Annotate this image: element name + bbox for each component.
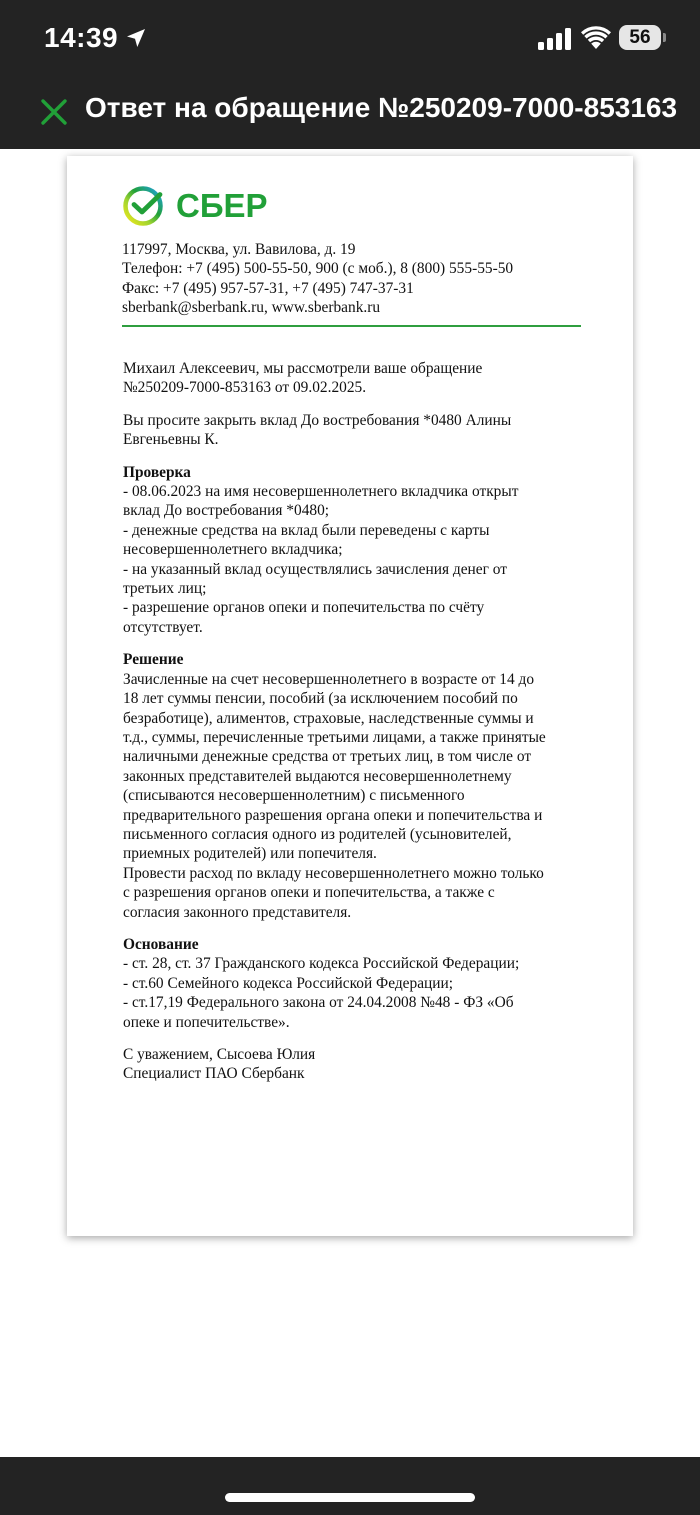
text-line: т.д., суммы, перечисленные третьими лицами, а также принятые <box>123 728 546 746</box>
request-paragraph <box>123 411 593 450</box>
bank-contacts <box>122 240 592 318</box>
contact-email-web: sberbank@sberbank.ru, www.sberbank.ru <box>122 299 381 317</box>
wifi-icon <box>581 25 611 49</box>
battery-icon <box>619 25 661 50</box>
section-heading: Основание <box>123 935 199 953</box>
text-line: приемных родителей) или попечителя. <box>123 845 377 863</box>
bottom-bar <box>0 1457 700 1515</box>
text-line: Зачисленные на счет несовершеннолетнего в возрасте от 14 до <box>123 670 535 688</box>
top-bar <box>0 0 700 149</box>
text-line: 18 лет суммы пенсии, пособий (за исключением пособий по <box>123 690 518 708</box>
text-line: Михаил Алексеевич, мы рассмотрели ваше обращение <box>123 360 483 377</box>
logo-text: СБЕР <box>176 187 268 224</box>
text-line: Евгеньевны К. <box>123 431 219 449</box>
contact-fax: Факс: +7 (495) 957-57-31, +7 (495) 747-37-31 <box>122 279 414 297</box>
text-line: - денежные средства на вклад были переведены с карты <box>123 521 490 539</box>
text-line: вклад До востребования *0480; <box>123 502 330 520</box>
battery-tip <box>663 33 666 42</box>
text-line: - на указанный вклад осуществлялись зачисления денег от <box>123 560 507 578</box>
text-line: Провести расход по вкладу несовершеннолетнего можно только <box>123 864 544 882</box>
greeting-paragraph <box>123 359 593 398</box>
home-indicator[interactable] <box>225 1493 475 1502</box>
text-line: С уважением, Сысоева Юлия <box>123 1046 316 1063</box>
text-line: письменного согласия одного из родителей (усыновителей, <box>123 825 512 843</box>
check-section <box>123 463 593 638</box>
decision-section <box>123 650 593 922</box>
text-line: безработице), алиментов, страховые, наследственные суммы и <box>123 709 534 727</box>
basis-section <box>123 935 593 1032</box>
signature <box>123 1045 593 1084</box>
text-line: предварительного разрешения органа опеки и попечительства и <box>123 806 543 824</box>
text-line: - разрешение органов опеки и попечительства по счёту <box>123 599 485 617</box>
page-title: Ответ на обращение №250209-7000-853163 <box>85 92 678 123</box>
text-line: №250209-7000-853163 от 09.02.2025. <box>123 379 367 397</box>
status-time: 14:39 <box>44 22 119 53</box>
contact-phone: Телефон: +7 (495) 500-55-50, 900 (с моб.), 8 (800) 555-55-50 <box>122 260 514 278</box>
cellular-signal-icon <box>538 28 572 50</box>
text-line: - ст.60 Семейного кодекса Российской Федерации; <box>123 974 454 992</box>
battery-level: 56 <box>629 27 651 48</box>
header-divider <box>122 325 581 327</box>
letter-body <box>123 359 593 1097</box>
text-line: Вы просите закрыть вклад До востребования *0480 Алины <box>123 411 512 429</box>
location-arrow-icon <box>124 26 148 50</box>
text-line: опеке и попечительстве». <box>123 1013 290 1031</box>
text-line: третьих лиц; <box>123 580 207 598</box>
contact-address: 117997, Москва, ул. Вавилова, д. 19 <box>122 241 356 258</box>
text-line: законных представителей выдаются несовершеннолетнему <box>123 767 512 785</box>
sber-logo <box>122 183 282 229</box>
text-line: отсутствует. <box>123 618 203 636</box>
text-line: - ст. 28, ст. 37 Гражданского кодекса Российской Федерации; <box>123 955 520 973</box>
text-line: с разрешения органов опеки и попечительства, а также с <box>123 884 495 902</box>
document-page <box>67 156 633 1236</box>
text-line: (списываются несовершеннолетним) с письменного <box>123 787 465 805</box>
text-line: - 08.06.2023 на имя несовершеннолетнего вкладчика открыт <box>123 483 519 501</box>
text-line: согласия законного представителя. <box>123 903 352 921</box>
text-line: несовершеннолетнего вкладчика; <box>123 541 343 559</box>
section-heading: Решение <box>123 651 184 669</box>
text-line: Специалист ПАО Сбербанк <box>123 1065 305 1083</box>
section-heading: Проверка <box>123 463 191 481</box>
document-viewer[interactable] <box>0 149 700 1457</box>
text-line: наличными денежные средства от третьих лиц, в том числе от <box>123 748 532 766</box>
text-line: - ст.17,19 Федерального закона от 24.04.2008 №48 - ФЗ «Об <box>123 994 514 1012</box>
close-icon[interactable] <box>40 98 68 126</box>
